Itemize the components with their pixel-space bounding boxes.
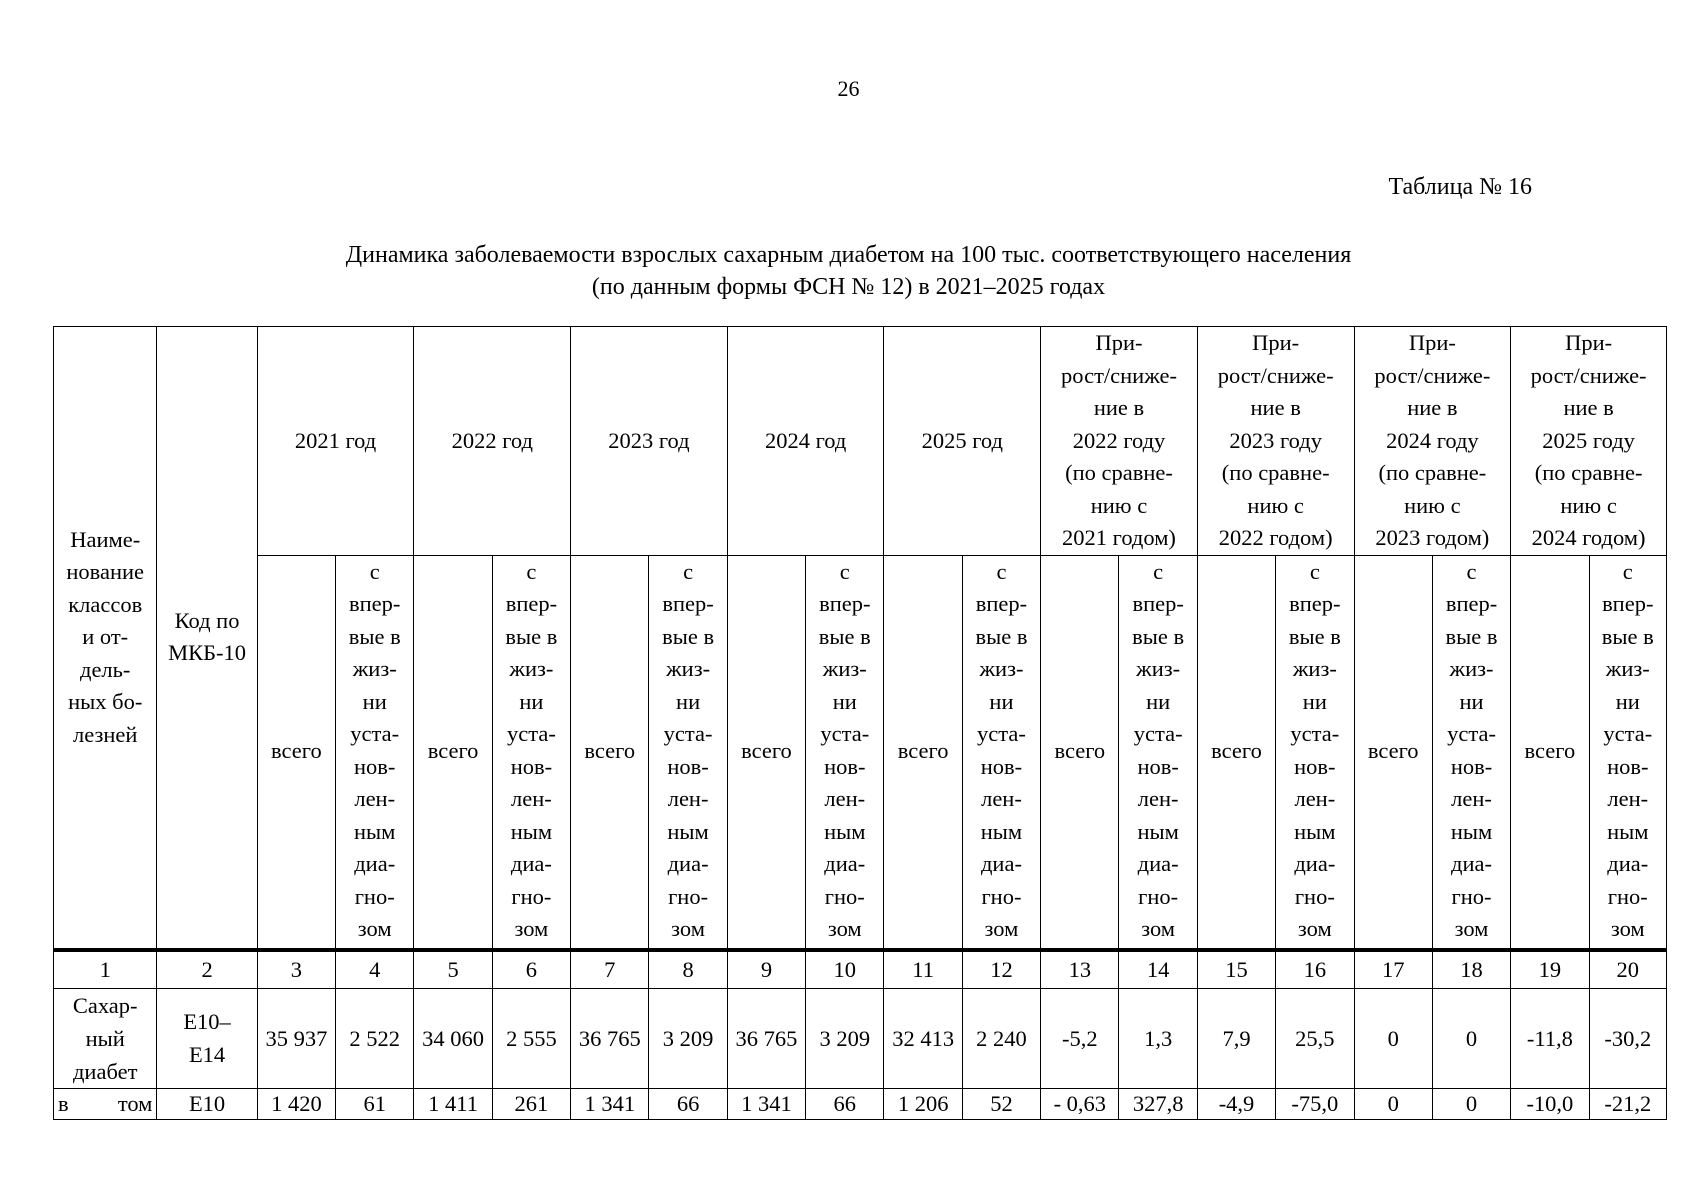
header-code-text <box>157 605 256 670</box>
text-line: зом <box>984 916 1019 941</box>
text-line: жиз- <box>1449 656 1494 681</box>
text-line: гно- <box>1451 883 1492 909</box>
text-line: При- <box>1252 330 1300 355</box>
text-line: вые в <box>662 623 715 649</box>
text-line: гно- <box>1607 883 1648 909</box>
text-line: с <box>1622 558 1633 584</box>
text-line: жиз- <box>1292 656 1337 681</box>
text-line: диа- <box>1137 851 1179 876</box>
text-line: впер- <box>662 591 714 616</box>
column-number-cell: 19 <box>1511 950 1589 989</box>
header-first-diagnosed-cell <box>336 555 414 950</box>
text-line: нование <box>66 559 145 584</box>
text-line: рост/сниже- <box>1374 362 1491 388</box>
text-line: с <box>526 558 537 584</box>
row-name-cell <box>54 988 157 1088</box>
text-line: ни <box>519 688 544 714</box>
table-label: Таблица № 16 <box>1388 174 1532 200</box>
value-cell: 1 341 <box>571 1088 649 1119</box>
header-row-years <box>54 327 1667 556</box>
row-name-text <box>54 1089 156 1119</box>
value-cell: -10,0 <box>1511 1088 1589 1119</box>
column-number-cell: 12 <box>962 950 1040 989</box>
text-line: ние в <box>1250 395 1301 420</box>
text-line: ным <box>1294 818 1336 844</box>
text-line: ным <box>1607 818 1649 844</box>
text-line: ным <box>667 818 709 844</box>
header-name-text <box>54 524 156 752</box>
value-cell: -30,2 <box>1589 988 1666 1088</box>
table-title <box>0 239 1697 303</box>
value-cell: 36 765 <box>571 988 649 1088</box>
row-name-text <box>54 989 156 1088</box>
value-cell: -4,9 <box>1197 1088 1275 1119</box>
value-cell: 36 765 <box>727 988 805 1088</box>
value-cell: 0 <box>1432 1088 1510 1119</box>
text-line: зом <box>514 916 549 941</box>
text-line: гно- <box>1294 883 1335 909</box>
text-line: Сахар- <box>72 992 138 1018</box>
column-number-cell: 13 <box>1041 950 1119 989</box>
value-cell: 1 341 <box>727 1088 805 1119</box>
value-cell: -11,8 <box>1511 988 1589 1088</box>
header-first-diagnosed-cell <box>1276 555 1354 950</box>
column-number-cell: 3 <box>257 950 335 989</box>
value-cell: 1,3 <box>1119 988 1197 1088</box>
column-number-cell: 4 <box>336 950 414 989</box>
text-line: жиз- <box>822 656 867 681</box>
text-line: нию с <box>1560 492 1617 518</box>
value-cell: - 0,63 <box>1041 1088 1119 1119</box>
header-growth-text <box>1041 327 1197 555</box>
value-cell: 2 555 <box>492 988 570 1088</box>
text-line: вые в <box>505 623 558 649</box>
value-cell: 34 060 <box>414 988 492 1088</box>
column-number-cell: 8 <box>649 950 727 989</box>
column-number-cell: 17 <box>1354 950 1432 989</box>
header-first-diagnosed-cell <box>1432 555 1510 950</box>
header-first-diagnosed-cell <box>806 555 884 950</box>
value-cell: -5,2 <box>1041 988 1119 1088</box>
column-number-cell: 9 <box>727 950 805 989</box>
header-total-cell: всего <box>414 555 492 950</box>
text-line: 2023 году <box>1229 427 1322 453</box>
header-growth-2022 <box>1041 327 1198 556</box>
text-line: гно- <box>824 883 865 909</box>
text-line: гно- <box>981 883 1022 909</box>
text-line: диабет <box>72 1058 138 1084</box>
text-line: впер- <box>975 591 1028 616</box>
header-row-subcolumns <box>54 555 1667 950</box>
header-year-2023: 2023 год <box>571 327 728 556</box>
table-row <box>54 1088 1667 1119</box>
text-line: уста- <box>820 721 870 746</box>
text-line: впер- <box>349 591 401 616</box>
text-line: впер- <box>1602 591 1654 616</box>
column-number-cell: 20 <box>1589 950 1666 989</box>
text-line: рост/сниже- <box>1217 362 1334 388</box>
header-year-2025: 2025 год <box>884 327 1041 556</box>
text-line: ни <box>1146 688 1171 714</box>
text-line: вые в <box>348 623 401 649</box>
header-first-diagnosed-cell <box>962 555 1040 950</box>
page-number: 26 <box>837 76 860 101</box>
text-line: гно- <box>1138 883 1179 909</box>
text-line: 2021 годом) <box>1062 525 1176 550</box>
text-line: вые в <box>818 623 871 649</box>
header-first-diagnosed-cell <box>649 555 727 950</box>
text-line: жиз- <box>1605 656 1650 681</box>
text-line: жиз- <box>509 656 554 681</box>
text-line: лен- <box>824 786 866 811</box>
text-line: с <box>839 558 850 584</box>
text-line: E14 <box>188 1042 226 1067</box>
column-number-cell: 11 <box>884 950 962 989</box>
text-line: ным <box>510 818 553 844</box>
column-number-cell: 5 <box>414 950 492 989</box>
text-line: диа- <box>510 851 552 876</box>
value-cell: 35 937 <box>257 988 335 1088</box>
text-line: рост/сниже- <box>1530 362 1647 388</box>
column-number-cell: 7 <box>571 950 649 989</box>
header-growth-text <box>1511 327 1666 555</box>
text-line: жиз- <box>666 656 711 681</box>
value-cell: 66 <box>806 1088 884 1119</box>
text-line: дель- <box>80 656 131 682</box>
column-number-cell: 2 <box>157 950 257 989</box>
text-line: ным <box>824 818 866 844</box>
text-line: МКБ-10 <box>168 640 247 666</box>
text-line: ных бо- <box>68 689 143 714</box>
text-line: вые в <box>975 623 1028 649</box>
text-line: (по сравне- <box>1534 460 1643 485</box>
text-line: нов- <box>1607 753 1649 779</box>
header-total-cell: всего <box>1511 555 1589 950</box>
header-total-cell: всего <box>1197 555 1275 950</box>
value-cell: 3 209 <box>806 988 884 1088</box>
text-line: Код по <box>174 607 240 633</box>
header-growth-text <box>1355 327 1511 555</box>
text-line: лезней <box>72 721 138 747</box>
header-first-diagnosed-cell <box>1119 555 1197 950</box>
value-cell: 32 413 <box>884 988 962 1088</box>
text-line: гно- <box>511 883 552 909</box>
column-number-cell: 16 <box>1276 950 1354 989</box>
text-line: уста- <box>1290 721 1340 746</box>
text-line: ни <box>676 688 701 714</box>
value-cell: 1 206 <box>884 1088 962 1119</box>
header-first-diagnosed-cell <box>1589 555 1666 950</box>
header-first-diagnosed-text <box>1433 556 1510 946</box>
value-cell: 0 <box>1354 1088 1432 1119</box>
text-line: лен- <box>1294 786 1336 811</box>
column-number-cell: 10 <box>806 950 884 989</box>
row-code-cell <box>157 988 257 1088</box>
header-growth-2025 <box>1511 327 1667 556</box>
row-name-left: в <box>58 1090 69 1116</box>
text-line: с <box>369 558 380 584</box>
data-table <box>53 326 1667 1120</box>
text-line: диа- <box>1607 851 1649 876</box>
column-number-cell: 15 <box>1197 950 1275 989</box>
text-line: ным <box>354 818 396 844</box>
text-line: ным <box>1450 818 1493 844</box>
text-line: уста- <box>663 721 713 746</box>
text-line: ни <box>989 688 1014 714</box>
value-cell: 25,5 <box>1276 988 1354 1088</box>
text-line: с <box>1309 558 1320 584</box>
text-line: гно- <box>354 883 395 909</box>
header-first-diagnosed-cell <box>492 555 570 950</box>
text-line: ни <box>362 688 387 714</box>
column-number-cell: 6 <box>492 950 570 989</box>
text-line: лен- <box>1137 786 1179 811</box>
text-line: зом <box>1297 916 1332 941</box>
header-growth-2023 <box>1197 327 1354 556</box>
text-line: ние в <box>1407 395 1458 420</box>
value-cell: 52 <box>962 1088 1040 1119</box>
text-line: нов- <box>1137 753 1179 779</box>
header-first-diagnosed-text <box>1119 556 1196 946</box>
header-growth-text <box>1198 327 1354 555</box>
text-line: ным <box>980 818 1023 844</box>
text-line: с <box>683 558 694 584</box>
header-first-diagnosed-text <box>1276 556 1353 946</box>
text-line: уста- <box>1447 721 1496 746</box>
text-line: нов- <box>1294 753 1336 779</box>
text-line: уста- <box>1133 721 1183 746</box>
text-line: уста- <box>506 721 556 746</box>
text-line: уста- <box>977 721 1026 746</box>
text-line: нию с <box>1404 492 1461 518</box>
text-line: лен- <box>354 786 396 811</box>
header-first-diagnosed-text <box>493 556 570 946</box>
text-line: 2022 годом) <box>1218 525 1333 550</box>
text-line: рост/сниже- <box>1061 362 1177 388</box>
text-line: диа- <box>1294 851 1336 876</box>
text-line: (по сравне- <box>1221 460 1330 485</box>
text-line: зом <box>1141 916 1176 941</box>
value-cell: -75,0 <box>1276 1088 1354 1119</box>
text-line: вые в <box>1132 623 1185 649</box>
header-total-cell: всего <box>1354 555 1432 950</box>
text-line: нов- <box>510 753 553 779</box>
header-year-2022: 2022 год <box>414 327 571 556</box>
text-line: впер- <box>505 591 558 616</box>
text-line: зом <box>357 916 392 941</box>
value-cell: 1 411 <box>414 1088 492 1119</box>
text-line: зом <box>671 916 705 941</box>
row-name-right: том <box>117 1090 153 1116</box>
header-total-cell: всего <box>884 555 962 950</box>
text-line: (по сравне- <box>1065 460 1173 485</box>
text-line: гно- <box>668 883 709 909</box>
text-line: жиз- <box>979 656 1024 681</box>
value-cell: 66 <box>649 1088 727 1119</box>
row-code-text <box>157 1005 256 1071</box>
text-line: ным <box>1137 818 1179 844</box>
text-line: диа- <box>354 851 396 876</box>
text-line: лен- <box>667 786 709 811</box>
value-cell: 0 <box>1432 988 1510 1088</box>
value-cell: 1 420 <box>257 1088 335 1119</box>
header-first-diagnosed-text <box>1590 556 1666 946</box>
value-cell: 3 209 <box>649 988 727 1088</box>
text-line: 2024 году <box>1386 427 1479 453</box>
text-line: диа- <box>980 851 1022 876</box>
text-line: классов <box>68 591 143 617</box>
text-line: вые в <box>1288 623 1341 649</box>
header-total-cell: всего <box>257 555 335 950</box>
text-line: ни <box>832 688 857 714</box>
text-line: 2023 годом) <box>1375 525 1490 550</box>
header-first-diagnosed-text <box>963 556 1040 946</box>
text-line: с <box>996 558 1007 584</box>
text-line: При- <box>1565 330 1613 355</box>
text-line: жиз- <box>352 656 397 681</box>
header-total-cell: всего <box>727 555 805 950</box>
text-line: диа- <box>667 851 709 876</box>
header-first-diagnosed-text <box>336 556 413 946</box>
text-line: нию с <box>1247 492 1304 518</box>
text-line: При- <box>1408 330 1456 355</box>
text-line: ни <box>1459 688 1484 714</box>
text-line: 2024 годом) <box>1531 525 1646 550</box>
value-cell: 0 <box>1354 988 1432 1088</box>
header-code-cell <box>157 327 257 950</box>
text-line: (по сравне- <box>1378 460 1487 485</box>
text-line: нов- <box>824 753 866 779</box>
column-number-cell: 14 <box>1119 950 1197 989</box>
header-name-cell <box>54 327 157 950</box>
text-line: впер- <box>1445 591 1498 616</box>
row-code-cell: E10 <box>157 1088 257 1119</box>
text-line: нов- <box>1450 753 1493 779</box>
text-line: ние в <box>1093 395 1145 420</box>
header-growth-2024 <box>1354 327 1511 556</box>
value-cell: 7,9 <box>1197 988 1275 1088</box>
text-line: диа- <box>1451 851 1493 876</box>
table-row <box>54 988 1667 1088</box>
column-number-cell: 1 <box>54 950 157 989</box>
text-line: нов- <box>980 753 1023 779</box>
text-line: и от- <box>82 624 129 649</box>
header-year-2024: 2024 год <box>727 327 884 556</box>
text-line: уста- <box>1603 721 1653 746</box>
column-numbers-row <box>54 950 1667 989</box>
text-line: жиз- <box>1136 656 1181 681</box>
text-line: Наиме- <box>70 526 141 552</box>
text-line: ни <box>1302 688 1327 714</box>
text-line: нов- <box>354 753 396 779</box>
value-cell: -21,2 <box>1589 1088 1666 1119</box>
text-line: нов- <box>667 753 709 779</box>
text-line: 2025 году <box>1542 427 1635 453</box>
text-line: E10– <box>183 1009 231 1034</box>
header-total-cell: всего <box>571 555 649 950</box>
value-cell: 327,8 <box>1119 1088 1197 1119</box>
header-total-cell: всего <box>1041 555 1119 950</box>
text-line: лен- <box>1451 786 1492 811</box>
text-line: вые в <box>1445 623 1498 649</box>
text-line: нию с <box>1090 492 1148 518</box>
text-line: лен- <box>1607 786 1649 811</box>
text-line: впер- <box>819 591 871 616</box>
header-first-diagnosed-text <box>806 556 883 946</box>
text-line: 2022 году <box>1072 427 1166 453</box>
text-line: лен- <box>981 786 1022 811</box>
row-name-cell <box>54 1088 157 1119</box>
table-title-line-1: Динамика заболеваемости взрослых сахарным диабетом на 100 тыс. соответствующего населения <box>345 242 1352 268</box>
text-line: ни <box>1615 688 1640 714</box>
column-number-cell: 18 <box>1432 950 1510 989</box>
text-line: зом <box>827 916 862 941</box>
text-line: диа- <box>824 851 866 876</box>
value-cell: 2 240 <box>962 988 1040 1088</box>
text-line: впер- <box>1289 591 1341 616</box>
text-line: с <box>1466 558 1477 584</box>
text-line: ние в <box>1563 395 1614 420</box>
text-line: вые в <box>1601 623 1654 649</box>
value-cell: 261 <box>492 1088 570 1119</box>
text-line: с <box>1153 558 1164 584</box>
text-line: зом <box>1610 916 1645 941</box>
table-title-line-2: (по данным формы ФСН № 12) в 2021–2025 годах <box>591 274 1106 300</box>
text-line: впер- <box>1132 591 1184 616</box>
value-cell: 2 522 <box>336 988 414 1088</box>
value-cell: 61 <box>336 1088 414 1119</box>
header-first-diagnosed-text <box>649 556 726 946</box>
text-line: лен- <box>511 786 552 811</box>
header-year-2021: 2021 год <box>257 327 414 556</box>
text-line: ный <box>85 1025 125 1051</box>
text-line: уста- <box>350 721 400 746</box>
text-line: При- <box>1095 330 1143 355</box>
text-line: зом <box>1454 916 1489 941</box>
